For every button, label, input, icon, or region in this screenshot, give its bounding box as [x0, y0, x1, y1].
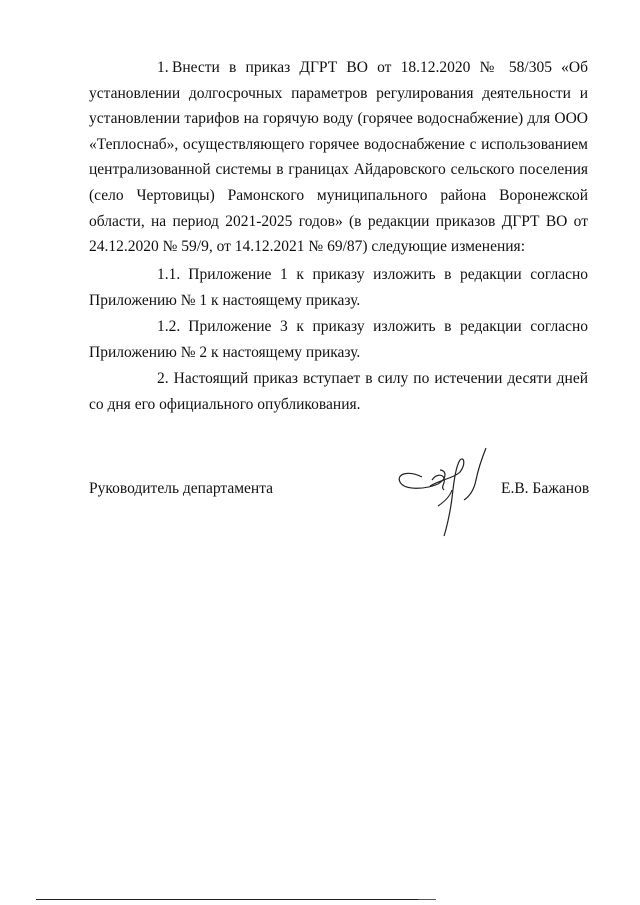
footer-divider	[36, 899, 430, 900]
paragraph-item-1-1	[89, 262, 588, 313]
handwritten-signature	[394, 440, 494, 540]
paragraph-item-1-2	[89, 314, 588, 365]
item-text: Внести в приказ ДГРТ ВО от 18.12.2020 № 58/305 «Об установлении долгосрочных параметров регулирования деятельности и установлении тарифов на горячую воду (горячее водоснабжение) для ООО «Теплоснаб», осуществляющего горячее водоснабжение с использованием централизованной системы в границах Айдаровского сельского поселения (село Чертовицы) Рамонского муниципального района Воронежской области, на период 2021-2025 годов» (в редакции приказов ДГРТ ВО от 24.12.2020 № 59/9, от 14.12.2021 № 69/87) следующие изменения:	[89, 59, 588, 256]
item-number: 1.2.	[157, 318, 181, 335]
footer-divider-fragment	[418, 899, 436, 900]
paragraph-item-2	[89, 366, 588, 417]
signatory-position: Руководитель департамента	[89, 480, 274, 497]
signatory-name: Е.В. Бажанов	[501, 480, 590, 497]
item-number: 1.	[157, 59, 169, 76]
item-text: Настоящий приказ вступает в силу по истечении десяти дней со дня его официального опубликования.	[89, 370, 588, 413]
item-text: Приложение 3 к приказу изложить в редакции согласно Приложению № 2 к настоящему приказу.	[89, 318, 588, 361]
item-number: 1.1.	[157, 266, 181, 283]
paragraph-item-1	[89, 55, 588, 260]
item-number: 2.	[157, 370, 169, 387]
item-text: Приложение 1 к приказу изложить в редакции согласно Приложению № 1 к настоящему приказу.	[89, 266, 588, 309]
